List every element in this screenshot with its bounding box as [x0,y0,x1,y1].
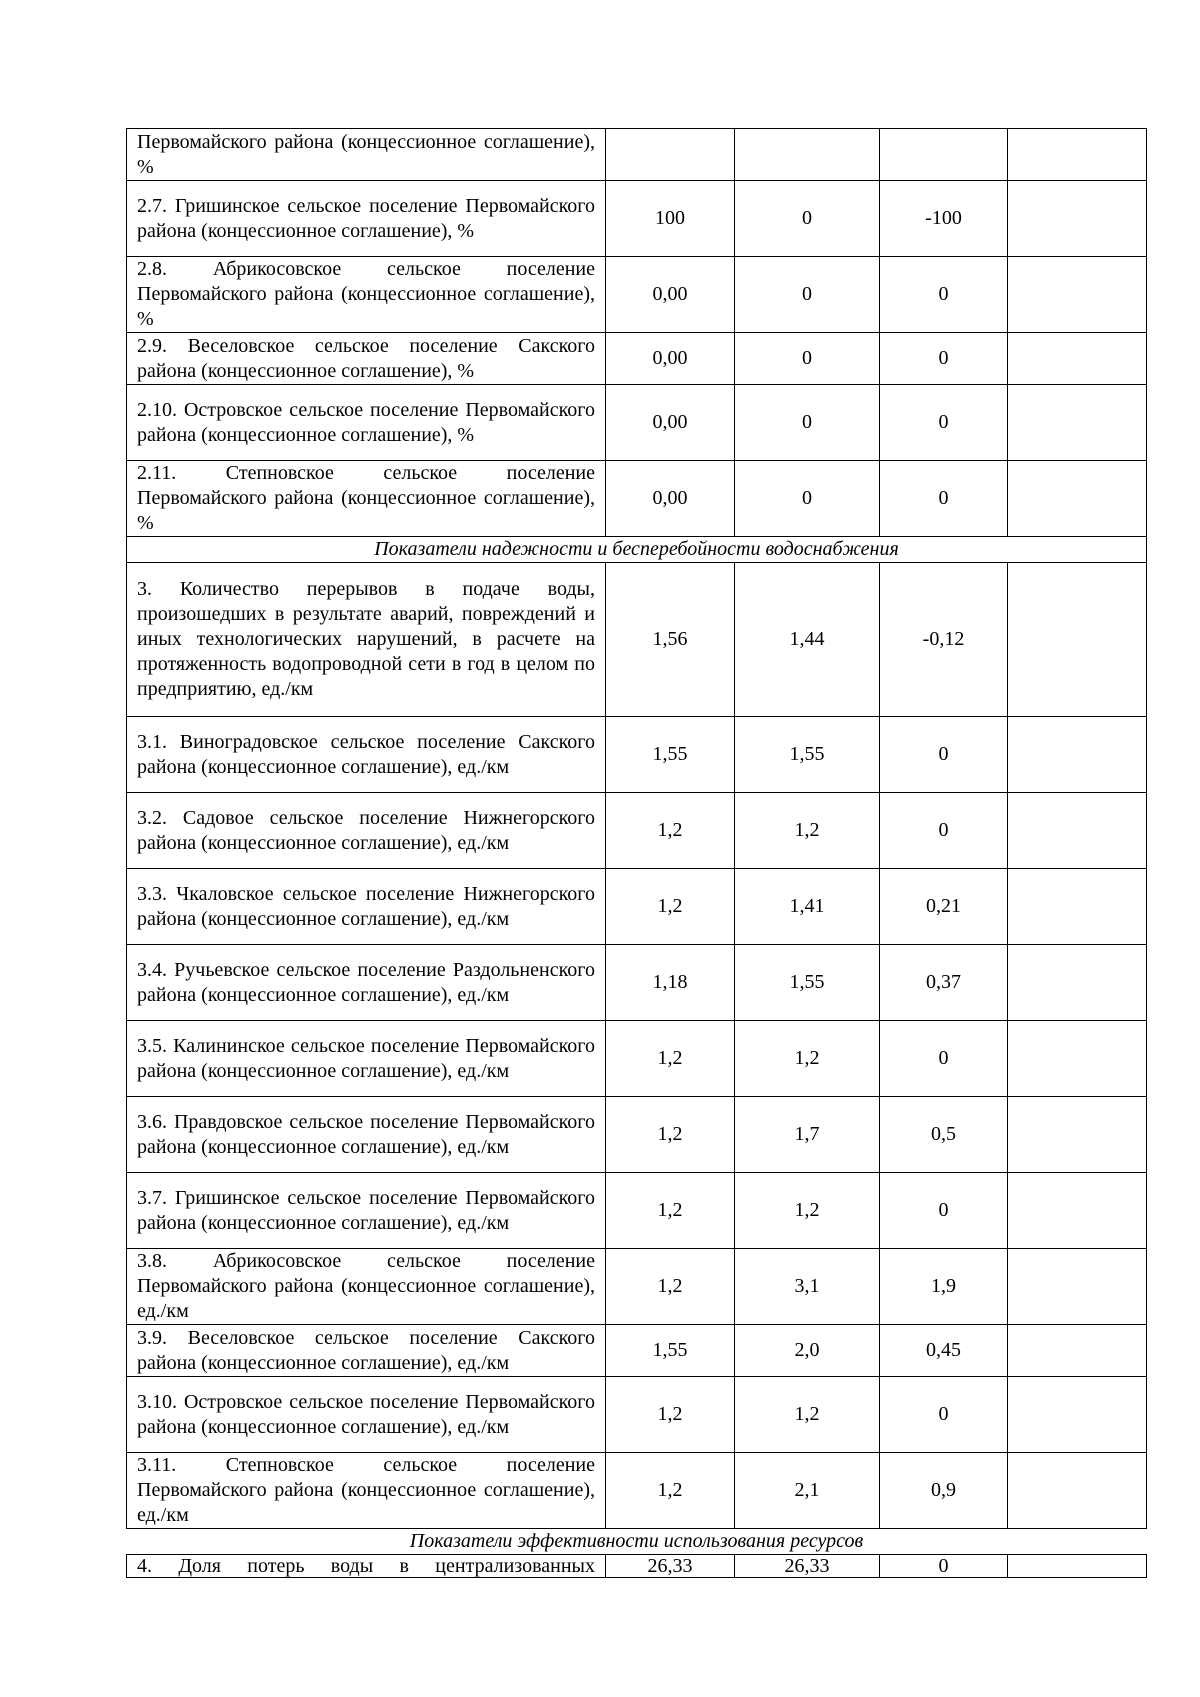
plan-value: 1,55 [606,717,735,793]
table-row [127,181,1147,257]
actual-value: 1,55 [735,717,880,793]
deviation-value: 0,21 [880,869,1008,945]
note-cell [1008,869,1147,945]
plan-value: 0,00 [606,257,735,333]
deviation-value: 0 [880,793,1008,869]
indicator-name: 2.10. Островское сельское поселение Первомайского района (концессионное соглашение), % [127,385,606,461]
indicator-name: 3. Количество перерывов в подаче воды, произошедших в результате аварий, повреждений и иных технологических нарушений, в расчете на протяженность водопроводной сети в год в целом по предприятию, ед./км [127,563,606,717]
plan-value: 1,2 [606,793,735,869]
table-row [127,129,1147,181]
actual-value: 2,0 [735,1325,880,1377]
actual-value: 1,2 [735,793,880,869]
note-cell [1008,1173,1147,1249]
indicator-name: 3.10. Островское сельское поселение Первомайского района (концессионное соглашение), ед./км [127,1377,606,1453]
indicator-name: 2.8. Абрикосовское сельское поселение Первомайского района (концессионное соглашение), % [127,257,606,333]
plan-value: 1,18 [606,945,735,1021]
table-row [127,563,1147,717]
plan-value: 0,00 [606,461,735,537]
indicator-name: 3.8. Абрикосовское сельское поселение Первомайского района (концессионное соглашение), ед./км [127,1249,606,1325]
deviation-value: 0,5 [880,1097,1008,1173]
note-cell [1008,461,1147,537]
deviation-value: 0 [880,385,1008,461]
plan-value: 26,33 [606,1555,735,1578]
deviation-value: 1,9 [880,1249,1008,1325]
indicator-name: 3.9. Веселовское сельское поселение Сакского района (концессионное соглашение), ед./км [127,1325,606,1377]
indicator-name: 3.6. Правдовское сельское поселение Первомайского района (концессионное соглашение), ед./км [127,1097,606,1173]
note-cell [1008,129,1147,181]
actual-value: 26,33 [735,1555,880,1578]
deviation-value [880,129,1008,181]
note-cell [1008,1377,1147,1453]
table-row [127,717,1147,793]
indicator-name: 2.9. Веселовское сельское поселение Сакского района (концессионное соглашение), % [127,333,606,385]
note-cell [1008,385,1147,461]
actual-value: 0 [735,461,880,537]
indicator-name: 4. Доля потерь воды в централизованных [127,1555,606,1578]
indicator-name: 3.2. Садовое сельское поселение Нижнегорского района (концессионное соглашение), ед./км [127,793,606,869]
note-cell [1008,257,1147,333]
actual-value [735,129,880,181]
deviation-value: 0 [880,333,1008,385]
actual-value: 1,44 [735,563,880,717]
indicators-table [126,128,1147,1578]
plan-value: 1,2 [606,1173,735,1249]
indicator-name: 3.7. Гришинское сельское поселение Первомайского района (концессионное соглашение), ед./км [127,1173,606,1249]
indicator-name: 2.11. Степновское сельское поселение Первомайского района (концессионное соглашение), % [127,461,606,537]
table-row [127,1377,1147,1453]
actual-value: 1,2 [735,1021,880,1097]
actual-value: 1,41 [735,869,880,945]
section-title-efficiency: Показатели эффективности использования ресурсов [127,1529,1147,1555]
table-row [127,1555,1147,1578]
note-cell [1008,717,1147,793]
table-row [127,1173,1147,1249]
table-row [127,1097,1147,1173]
actual-value: 1,2 [735,1173,880,1249]
table-row [127,1021,1147,1097]
actual-value: 1,55 [735,945,880,1021]
actual-value: 1,2 [735,1377,880,1453]
actual-value: 0 [735,385,880,461]
note-cell [1008,1021,1147,1097]
plan-value: 1,55 [606,1325,735,1377]
table-row [127,793,1147,869]
note-cell [1008,1097,1147,1173]
table-row [127,385,1147,461]
section-title-reliability: Показатели надежности и бесперебойности водоснабжения [127,537,1147,563]
plan-value: 100 [606,181,735,257]
note-cell [1008,1249,1147,1325]
deviation-value: -0,12 [880,563,1008,717]
deviation-value: 0 [880,461,1008,537]
table-row [127,945,1147,1021]
plan-value: 1,2 [606,1453,735,1529]
plan-value: 1,2 [606,1249,735,1325]
deviation-value: 0 [880,1173,1008,1249]
table-row [127,1249,1147,1325]
indicator-name: 3.1. Виноградовское сельское поселение Сакского района (концессионное соглашение), ед./км [127,717,606,793]
deviation-value: 0 [880,1021,1008,1097]
actual-value: 2,1 [735,1453,880,1529]
deviation-value: 0,9 [880,1453,1008,1529]
note-cell [1008,945,1147,1021]
note-cell [1008,1453,1147,1529]
section-header-row [127,1529,1147,1555]
plan-value: 1,2 [606,1021,735,1097]
indicator-name: Первомайского района (концессионное соглашение), % [127,129,606,181]
deviation-value: 0,37 [880,945,1008,1021]
indicator-name: 2.7. Гришинское сельское поселение Первомайского района (концессионное соглашение), % [127,181,606,257]
indicator-name: 3.11. Степновское сельское поселение Первомайского района (концессионное соглашение), ед./км [127,1453,606,1529]
note-cell [1008,1325,1147,1377]
indicator-name: 3.3. Чкаловское сельское поселение Нижнегорского района (концессионное соглашение), ед./км [127,869,606,945]
actual-value: 0 [735,333,880,385]
plan-value: 1,56 [606,563,735,717]
note-cell [1008,333,1147,385]
deviation-value: 0,45 [880,1325,1008,1377]
deviation-value: -100 [880,181,1008,257]
table-row [127,1325,1147,1377]
plan-value: 1,2 [606,1097,735,1173]
table-row [127,1453,1147,1529]
indicator-name: 3.4. Ручьевское сельское поселение Раздольненского района (концессионное соглашение), ед./км [127,945,606,1021]
indicator-name: 3.5. Калининское сельское поселение Первомайского района (концессионное соглашение), ед./км [127,1021,606,1097]
plan-value [606,129,735,181]
table-row [127,461,1147,537]
plan-value: 0,00 [606,333,735,385]
deviation-value: 0 [880,257,1008,333]
actual-value: 0 [735,181,880,257]
table-row [127,869,1147,945]
plan-value: 1,2 [606,869,735,945]
actual-value: 3,1 [735,1249,880,1325]
note-cell [1008,1555,1147,1578]
note-cell [1008,563,1147,717]
deviation-value: 0 [880,1555,1008,1578]
plan-value: 0,00 [606,385,735,461]
note-cell [1008,181,1147,257]
actual-value: 0 [735,257,880,333]
table-row [127,257,1147,333]
table-row [127,333,1147,385]
actual-value: 1,7 [735,1097,880,1173]
deviation-value: 0 [880,1377,1008,1453]
note-cell [1008,793,1147,869]
plan-value: 1,2 [606,1377,735,1453]
section-header-row [127,537,1147,563]
deviation-value: 0 [880,717,1008,793]
